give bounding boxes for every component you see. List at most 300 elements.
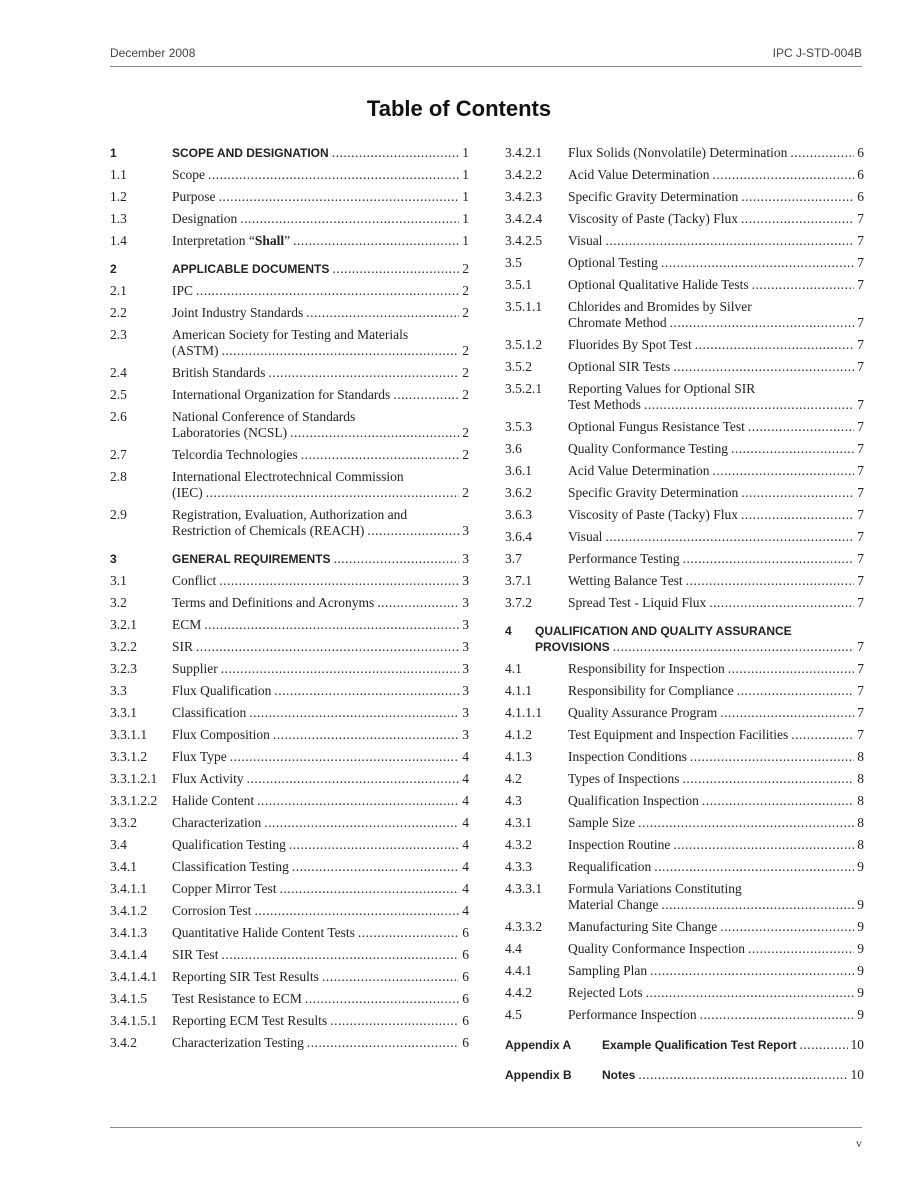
toc-entry-page: 9 — [857, 859, 864, 874]
toc-entry-page: 9 — [857, 963, 864, 978]
toc-entry-page: 3 — [462, 523, 469, 538]
toc-entry-page: 3 — [462, 595, 469, 610]
toc-entry[interactable] — [505, 881, 864, 913]
toc-entry-title: Visual — [568, 233, 603, 248]
toc-entry-title: Test Methods — [568, 397, 641, 412]
dot-leader — [650, 963, 854, 979]
toc-entry[interactable] — [110, 145, 469, 161]
toc-entry-title: Chromate Method — [568, 315, 667, 330]
toc-entry-page: 10 — [850, 1037, 864, 1052]
toc-entry[interactable] — [505, 233, 864, 249]
toc-entry[interactable] — [505, 507, 864, 523]
toc-entry-title: Reporting SIR Test Results — [172, 969, 319, 984]
toc-entry-page: 2 — [462, 425, 469, 440]
toc-entry-number: 3.5.3 — [505, 419, 532, 434]
toc-entry-number: 4.3.1 — [505, 815, 532, 830]
toc-entry-page: 7 — [857, 485, 864, 500]
toc-entry-number: 2.7 — [110, 447, 127, 462]
toc-entry[interactable] — [505, 941, 864, 957]
toc-entry[interactable] — [110, 409, 469, 441]
toc-entry[interactable] — [110, 683, 469, 699]
toc-entry[interactable] — [505, 1037, 864, 1053]
toc-entry-title: Optional Qualitative Halide Tests — [568, 277, 749, 292]
toc-entry[interactable] — [110, 859, 469, 875]
dot-leader — [290, 425, 459, 441]
toc-entry-number: 3.4.2 — [110, 1035, 137, 1050]
toc-entry[interactable] — [110, 387, 469, 403]
toc-entry-page: 8 — [857, 837, 864, 852]
toc-entry-number: 4 — [505, 624, 512, 638]
toc-entry-title: National Conference of Standards — [172, 409, 356, 424]
toc-entry-page: 7 — [857, 255, 864, 270]
toc-entry-title: Quantitative Halide Content Tests — [172, 925, 355, 940]
toc-entry-title: Flux Qualification — [172, 683, 272, 698]
toc-entry[interactable] — [505, 623, 864, 655]
toc-entry-title: Telcordia Technologies — [172, 447, 298, 462]
toc-entry-number: 1.2 — [110, 189, 127, 204]
toc-entry-title: Designation — [172, 211, 238, 226]
toc-entry-page: 8 — [857, 815, 864, 830]
toc-entry-page: 4 — [462, 749, 469, 764]
toc-entry-number: 1.1 — [110, 167, 127, 182]
dot-leader — [638, 815, 854, 831]
toc-entry-title: Chlorides and Bromides by Silver — [568, 299, 752, 314]
toc-entry-title: Viscosity of Paste (Tacky) Flux — [568, 211, 738, 226]
toc-entry-title: Conflict — [172, 573, 217, 588]
toc-entry[interactable] — [110, 189, 469, 205]
toc-entry-number: 3.7.1 — [505, 573, 532, 588]
toc-entry-number: 3.3.1.2.1 — [110, 771, 158, 786]
toc-entry-number: 2.8 — [110, 469, 127, 484]
toc-entry-page: 2 — [462, 365, 469, 380]
toc-entry-title: International Electrotechnical Commission — [172, 469, 404, 484]
dot-leader — [673, 837, 854, 853]
toc-entry-title: Test Equipment and Inspection Facilities — [568, 727, 789, 742]
toc-entry-page: 3 — [462, 705, 469, 720]
toc-entry-page: 7 — [857, 359, 864, 374]
dot-leader — [221, 947, 459, 963]
dot-leader — [712, 463, 854, 479]
toc-entry[interactable] — [110, 233, 469, 249]
toc-entry-number: 2 — [110, 262, 117, 276]
dot-leader — [274, 683, 459, 699]
toc-entry[interactable] — [110, 881, 469, 897]
dot-leader — [247, 771, 460, 787]
toc-entry[interactable] — [505, 919, 864, 935]
toc-entry[interactable] — [110, 705, 469, 721]
toc-entry-page: 6 — [462, 1035, 469, 1050]
toc-entry-title: Material Change — [568, 897, 659, 912]
dot-leader — [791, 727, 854, 743]
dot-leader — [293, 233, 459, 249]
toc-entry[interactable] — [110, 969, 469, 985]
dot-leader — [741, 211, 854, 227]
toc-entry[interactable] — [505, 985, 864, 1001]
toc-entry-page: 2 — [462, 261, 469, 276]
toc-entry[interactable] — [110, 327, 469, 359]
toc-entry[interactable] — [110, 261, 469, 277]
toc-entry-page: 1 — [462, 167, 469, 182]
toc-entry-number: 3.5 — [505, 255, 522, 270]
toc-column-left — [110, 145, 469, 1051]
toc-entry-number: 3.3.1.2 — [110, 749, 148, 764]
dot-leader — [322, 969, 459, 985]
toc-entry-number: 3.5.1.1 — [505, 299, 543, 314]
toc-entry[interactable] — [110, 991, 469, 1007]
toc-entry-title: Visual — [568, 529, 603, 544]
toc-entry-number: 3.3.2 — [110, 815, 137, 830]
toc-entry[interactable] — [110, 771, 469, 787]
toc-entry-page: 10 — [850, 1067, 864, 1082]
toc-entry[interactable] — [110, 1035, 469, 1051]
toc-entry[interactable] — [505, 167, 864, 183]
toc-entry-number: 4.4.1 — [505, 963, 532, 978]
toc-entry[interactable] — [505, 337, 864, 353]
toc-entry-number: 3.5.1.2 — [505, 337, 543, 352]
dot-leader — [301, 447, 460, 463]
footer-rule — [110, 1127, 862, 1128]
dot-leader — [748, 941, 854, 957]
toc-entry-page: 4 — [462, 903, 469, 918]
toc-entry-page: 7 — [857, 573, 864, 588]
toc-entry-number: 2.2 — [110, 305, 127, 320]
toc-entry[interactable] — [505, 1067, 864, 1083]
toc-entry-number: 3 — [110, 552, 117, 566]
toc-entry-title: IPC — [172, 283, 194, 298]
dot-leader — [661, 897, 854, 913]
toc-entry-page: 2 — [462, 485, 469, 500]
toc-entry[interactable] — [505, 815, 864, 831]
toc-entry-number: 4.4 — [505, 941, 522, 956]
dot-leader — [605, 233, 854, 249]
toc-entry-page: 7 — [857, 315, 864, 330]
toc-entry-number: 4.3.3.1 — [505, 881, 543, 896]
toc-entry-title: Restriction of Chemicals (REACH) — [172, 523, 365, 538]
toc-entry-title: Characterization Testing — [172, 1035, 304, 1050]
dot-leader — [613, 639, 855, 655]
toc-column-right — [505, 145, 864, 1083]
toc-entry-number: 3.3 — [110, 683, 127, 698]
toc-entry-number: 4.1.1 — [505, 683, 532, 698]
toc-entry-page: 3 — [462, 551, 469, 566]
toc-entry-number: 3.4.2.5 — [505, 233, 543, 248]
toc-entry-title: Qualification Testing — [172, 837, 286, 852]
toc-entry-page: 9 — [857, 985, 864, 1000]
toc-entry[interactable] — [110, 595, 469, 611]
dot-leader — [206, 485, 460, 501]
toc-entry[interactable] — [110, 211, 469, 227]
toc-entry[interactable] — [505, 595, 864, 611]
toc-entry-number: 3.4.2.1 — [505, 145, 543, 160]
toc-entry[interactable] — [110, 305, 469, 321]
toc-entry-title: (ASTM) — [172, 343, 219, 358]
dot-leader — [306, 305, 459, 321]
toc-entry-page: 1 — [462, 145, 469, 160]
toc-entry-title: Requalification — [568, 859, 652, 874]
toc-entry-title: Quality Assurance Program — [568, 705, 718, 720]
dot-leader — [737, 683, 855, 699]
toc-entry-page: 7 — [857, 529, 864, 544]
toc-entry-title: Purpose — [172, 189, 216, 204]
toc-entry-title: ECM — [172, 617, 202, 632]
dot-leader — [741, 189, 854, 205]
toc-entry-title: Fluorides By Spot Test — [568, 337, 692, 352]
dot-leader — [249, 705, 459, 721]
dot-leader — [709, 595, 854, 611]
toc-entry-title: Inspection Conditions — [568, 749, 687, 764]
dot-leader — [254, 903, 459, 919]
toc-entry-page: 7 — [857, 705, 864, 720]
toc-entry[interactable] — [505, 529, 864, 545]
toc-entry[interactable] — [110, 815, 469, 831]
toc-entry-number: 4.1.1.1 — [505, 705, 543, 720]
dot-leader — [257, 793, 459, 809]
toc-entry-number: 3.4.1 — [110, 859, 137, 874]
toc-entry-title: Test Resistance to ECM — [172, 991, 302, 1006]
toc-entry-title: (IEC) — [172, 485, 203, 500]
dot-leader — [690, 749, 854, 765]
toc-entry-title: PROVISIONS — [535, 640, 610, 654]
toc-entry-number: 3.5.1 — [505, 277, 532, 292]
toc-entry-page: 7 — [857, 683, 864, 698]
toc-entry[interactable] — [505, 683, 864, 699]
toc-entry-title: Inspection Routine — [568, 837, 671, 852]
toc-entry[interactable] — [110, 283, 469, 299]
dot-leader — [720, 919, 854, 935]
toc-entry-page: 7 — [857, 211, 864, 226]
toc-entry[interactable] — [505, 749, 864, 765]
toc-entry-number: 2.4 — [110, 365, 127, 380]
toc-entry[interactable] — [110, 617, 469, 633]
toc-entry-number: 3.2 — [110, 595, 127, 610]
toc-entry-page: 7 — [857, 507, 864, 522]
toc-entry[interactable] — [505, 299, 864, 331]
dot-leader — [292, 859, 459, 875]
dot-leader — [273, 727, 459, 743]
toc-entry[interactable] — [505, 277, 864, 293]
toc-entry-page: 6 — [857, 145, 864, 160]
toc-entry-number: 3.6 — [505, 441, 522, 456]
toc-entry[interactable] — [505, 963, 864, 979]
toc-entry-title: Flux Activity — [172, 771, 244, 786]
dot-leader — [332, 145, 460, 161]
dot-leader — [377, 595, 459, 611]
toc-entry-number: 4.4.2 — [505, 985, 532, 1000]
dot-leader — [748, 419, 854, 435]
toc-entry[interactable] — [505, 463, 864, 479]
emphasis-shall: Shall — [254, 233, 285, 248]
toc-entry[interactable] — [505, 359, 864, 375]
dot-leader — [670, 315, 855, 331]
toc-entry[interactable] — [110, 507, 469, 539]
toc-entry[interactable] — [110, 167, 469, 183]
toc-entry[interactable] — [505, 771, 864, 787]
toc-entry-title: Flux Solids (Nonvolatile) Determination — [568, 145, 788, 160]
toc-entry-number: 3.6.4 — [505, 529, 532, 544]
toc-entry-number: 3.7 — [505, 551, 522, 566]
toc-entry-page: 3 — [462, 661, 469, 676]
toc-entry[interactable] — [505, 661, 864, 677]
toc-entry-number: Appendix B — [505, 1068, 572, 1082]
toc-entry[interactable] — [110, 661, 469, 677]
toc-entry-page: 1 — [462, 211, 469, 226]
toc-entry[interactable] — [505, 485, 864, 501]
toc-entry[interactable] — [505, 551, 864, 567]
toc-entry-page: 7 — [857, 337, 864, 352]
toc-entry-page: 6 — [462, 991, 469, 1006]
toc-entry-number: 1.3 — [110, 211, 127, 226]
toc-entry-number: 4.3.3.2 — [505, 919, 543, 934]
toc-entry-number: 3.4.1.5 — [110, 991, 148, 1006]
toc-entry[interactable] — [110, 469, 469, 501]
dot-leader — [280, 881, 460, 897]
toc-entry[interactable] — [505, 255, 864, 271]
toc-entry-title: Quality Conformance Testing — [568, 441, 729, 456]
toc-entry[interactable] — [505, 189, 864, 205]
toc-entry-title: Optional SIR Tests — [568, 359, 671, 374]
toc-entry[interactable] — [110, 947, 469, 963]
dot-leader — [221, 661, 460, 677]
toc-entry[interactable] — [505, 145, 864, 161]
dot-leader — [333, 551, 459, 567]
toc-entry-page: 9 — [857, 941, 864, 956]
toc-entry[interactable] — [110, 749, 469, 765]
toc-entry[interactable] — [110, 365, 469, 381]
toc-entry-page: 4 — [462, 793, 469, 808]
page-number: v — [856, 1136, 862, 1150]
toc-entry[interactable] — [505, 419, 864, 435]
toc-entry[interactable] — [110, 573, 469, 589]
toc-entry-number: 3.4.1.4.1 — [110, 969, 158, 984]
toc-entry-number: 3.4.1.3 — [110, 925, 148, 940]
toc-entry-title: Formula Variations Constituting — [568, 881, 742, 896]
toc-entry-title: SCOPE AND DESIGNATION — [172, 146, 329, 160]
toc-entry-title: Viscosity of Paste (Tacky) Flux — [568, 507, 738, 522]
dot-leader — [702, 793, 854, 809]
toc-entry-page: 3 — [462, 639, 469, 654]
toc-entry-title: Joint Industry Standards — [172, 305, 304, 320]
dot-leader — [700, 1007, 855, 1023]
toc-entry[interactable] — [110, 639, 469, 655]
running-header-date: December 2008 — [110, 46, 196, 60]
toc-entry[interactable] — [505, 837, 864, 853]
toc-entry[interactable] — [505, 211, 864, 227]
toc-entry-title: Optional Testing — [568, 255, 658, 270]
toc-entry[interactable] — [505, 705, 864, 721]
toc-entry-page: 1 — [462, 233, 469, 248]
toc-entry-number: 3.6.3 — [505, 507, 532, 522]
toc-entry[interactable] — [505, 793, 864, 809]
toc-entry-title: SIR Test — [172, 947, 219, 962]
toc-entry-title: Terms and Definitions and Acronyms — [172, 595, 375, 610]
toc-entry-page: 2 — [462, 283, 469, 298]
toc-entry-page: 2 — [462, 387, 469, 402]
toc-entry-page: 7 — [857, 595, 864, 610]
toc-entry-number: 4.1.3 — [505, 749, 532, 764]
dot-leader — [358, 925, 459, 941]
toc-entry[interactable] — [110, 551, 469, 567]
toc-entry-page: 7 — [857, 277, 864, 292]
toc-entry-title: Performance Inspection — [568, 1007, 697, 1022]
toc-entry-title: SIR — [172, 639, 194, 654]
toc-entry-number: 3.4.2.2 — [505, 167, 543, 182]
dot-leader — [196, 283, 459, 299]
toc-entry-title: Halide Content — [172, 793, 255, 808]
toc-entry[interactable] — [505, 1007, 864, 1023]
toc-entry-number: 3.4.1.4 — [110, 947, 148, 962]
toc-entry[interactable] — [505, 381, 864, 413]
toc-entry[interactable] — [110, 793, 469, 809]
toc-entry-number: 2.6 — [110, 409, 127, 424]
dot-leader — [646, 985, 855, 1001]
toc-entry-number: 3.3.1.1 — [110, 727, 148, 742]
toc-entry-page: 8 — [857, 749, 864, 764]
toc-entry-number: 3.5.2.1 — [505, 381, 543, 396]
toc-entry-title: Acid Value Determination — [568, 463, 710, 478]
dot-leader — [330, 1013, 459, 1029]
toc-entry-title: Reporting Values for Optional SIR — [568, 381, 756, 396]
dot-leader — [790, 145, 854, 161]
toc-entry-page: 7 — [857, 727, 864, 742]
toc-entry-title: Spread Test - Liquid Flux — [568, 595, 707, 610]
toc-entry-page: 9 — [857, 1007, 864, 1022]
toc-entry[interactable] — [110, 837, 469, 853]
toc-entry[interactable] — [110, 925, 469, 941]
toc-entry-title: Performance Testing — [568, 551, 680, 566]
toc-entry-page: 6 — [462, 947, 469, 962]
toc-entry-number: 4.3.2 — [505, 837, 532, 852]
toc-entry-page: 2 — [462, 343, 469, 358]
toc-entry-page: 4 — [462, 837, 469, 852]
toc-entry[interactable] — [110, 903, 469, 919]
toc-entry[interactable] — [505, 441, 864, 457]
dot-leader — [219, 189, 460, 205]
dot-leader — [673, 359, 854, 375]
toc-entry-number: 3.4 — [110, 837, 127, 852]
toc-entry-number: 4.2 — [505, 771, 522, 786]
dot-leader — [305, 991, 459, 1007]
toc-entry-page: 2 — [462, 447, 469, 462]
toc-entry-number: 2.3 — [110, 327, 127, 342]
toc-entry-number: 3.4.1.1 — [110, 881, 148, 896]
toc-entry-number: 3.6.1 — [505, 463, 532, 478]
page-title: Table of Contents — [366, 96, 552, 121]
toc-entry[interactable] — [110, 727, 469, 743]
toc-entry[interactable] — [110, 447, 469, 463]
dot-leader — [644, 397, 854, 413]
toc-entry-page: 3 — [462, 573, 469, 588]
dot-leader — [222, 343, 460, 359]
toc-entry[interactable] — [505, 573, 864, 589]
toc-entry-number: 3.1 — [110, 573, 127, 588]
dot-leader — [728, 661, 855, 677]
toc-entry-number: 4.5 — [505, 1007, 522, 1022]
toc-entry-title: Manufacturing Site Change — [568, 919, 718, 934]
dot-leader — [605, 529, 854, 545]
toc-entry-page: 7 — [857, 419, 864, 434]
toc-entry-number: 1.4 — [110, 233, 127, 248]
toc-entry-page: 8 — [857, 771, 864, 786]
toc-entry-page: 6 — [462, 925, 469, 940]
toc-entry-number: 2.5 — [110, 387, 127, 402]
toc-entry-number: 3.7.2 — [505, 595, 532, 610]
toc-entry[interactable] — [110, 1013, 469, 1029]
toc-entry-page: 3 — [462, 617, 469, 632]
toc-entry-number: 3.6.2 — [505, 485, 532, 500]
toc-entry-number: 3.4.1.2 — [110, 903, 148, 918]
toc-entry[interactable] — [505, 727, 864, 743]
toc-entry[interactable] — [505, 859, 864, 875]
